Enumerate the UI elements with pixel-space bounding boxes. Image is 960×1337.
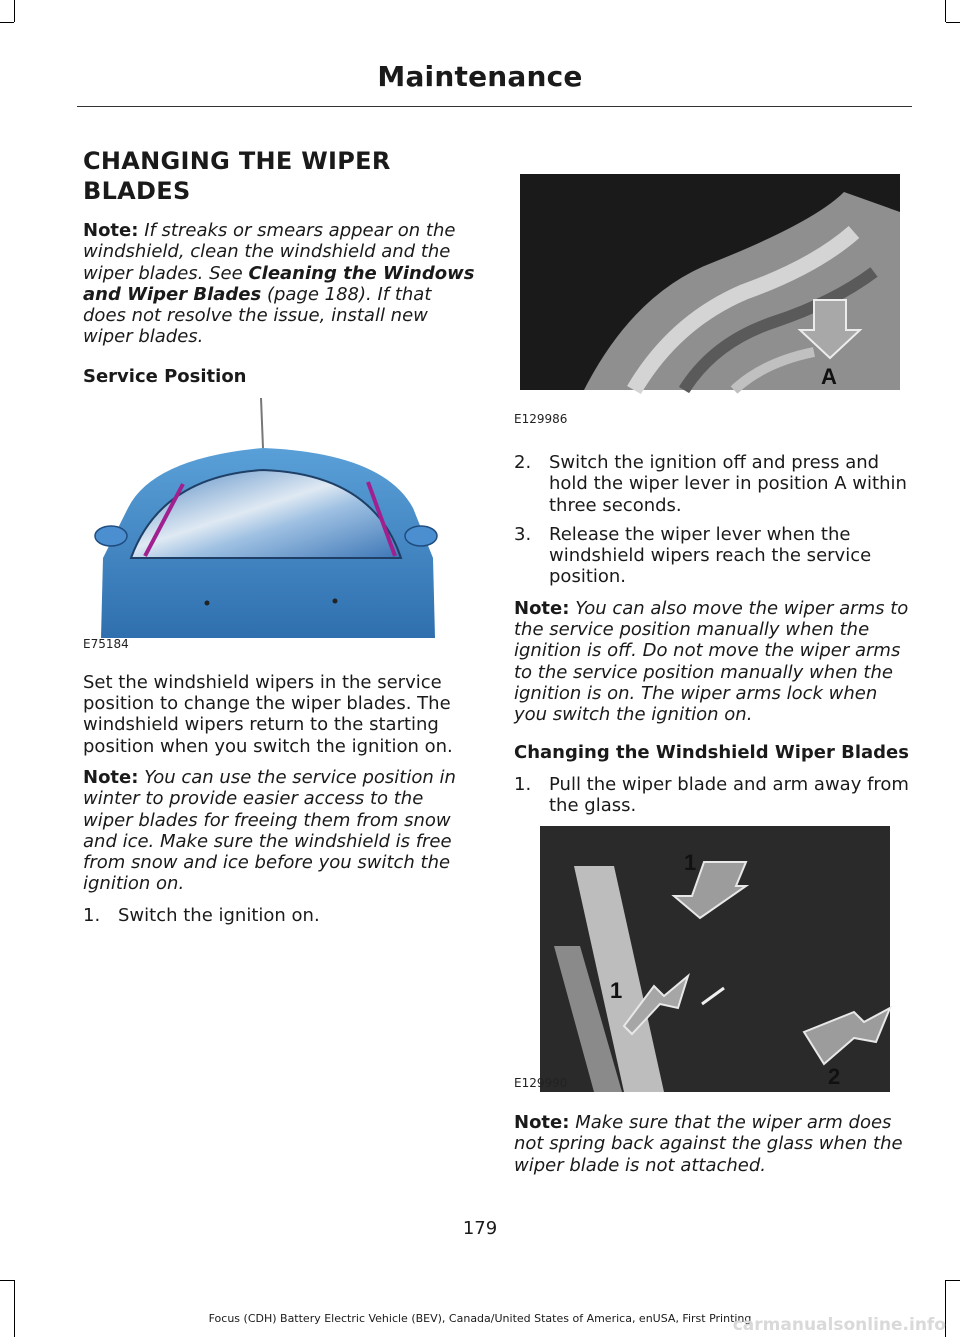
crop-mark xyxy=(0,22,14,23)
header-divider xyxy=(77,106,912,107)
note-text: Make sure that the wiper arm does not spring back against the glass when the wiper blade is not attached. xyxy=(514,1112,903,1176)
note-label: Note: xyxy=(514,1112,570,1134)
right-column xyxy=(514,172,914,1186)
footer-text: Focus (CDH) Battery Electric Vehicle (BEV), Canada/United States of America, enUSA, First Printing xyxy=(208,1312,752,1325)
list-item xyxy=(514,524,914,588)
note-text: If streaks or smears appear on the windshield, clean the windshield and the wiper blades. See xyxy=(83,220,456,284)
crop-mark xyxy=(946,22,960,23)
note-label: Note: xyxy=(83,220,139,241)
service-position-heading: Service Position xyxy=(83,365,247,387)
step-number: 1. xyxy=(83,904,101,926)
crop-mark xyxy=(14,0,15,22)
figure-code: E75184 xyxy=(83,637,129,652)
figure-code: E129990 xyxy=(514,1075,568,1090)
section-heading: CHANGING THE WIPER BLADES xyxy=(83,147,391,205)
crop-mark xyxy=(946,1280,960,1281)
note-text: You can use the service position in winter to provide easier access to the wiper blades for freeing them from snow and ice. Make sure the windshield is free from snow and ice before you switch the ignition on. xyxy=(83,766,456,895)
note-paragraph xyxy=(514,598,914,726)
note-text: (page 188). If that does not resolve the issue, install new wiper blades. xyxy=(83,283,432,348)
figure-wiper-removal xyxy=(514,826,914,1094)
callout-label: 2 xyxy=(828,1064,841,1090)
callout-label: 1 xyxy=(684,850,697,876)
step-text: Release the wiper lever when the windshield wipers reach the service position. xyxy=(549,523,872,588)
step-text: Switch the ignition off and press and hold the wiper lever in position A within three seconds. xyxy=(549,452,907,516)
note-paragraph xyxy=(514,1112,914,1176)
step-number: 2. xyxy=(514,452,532,473)
note-label: Note: xyxy=(83,766,139,788)
page-number: 179 xyxy=(462,1218,498,1239)
note-paragraph xyxy=(83,767,478,895)
wiper-removal-illustration xyxy=(514,826,914,1094)
cross-reference-link[interactable]: Cleaning the Windows and Wiper Blades xyxy=(83,262,475,305)
position-label: A xyxy=(821,364,837,389)
figure-wiper-lever xyxy=(514,172,914,430)
callout-label: 1 xyxy=(610,978,623,1004)
list-item xyxy=(83,905,478,926)
list-item xyxy=(514,452,914,516)
wiper-lever-illustration xyxy=(514,172,914,430)
crop-mark xyxy=(945,0,946,22)
left-column xyxy=(83,146,478,936)
step-list xyxy=(514,452,914,588)
list-item xyxy=(514,774,914,817)
watermark: carmanualsonline.info xyxy=(732,1315,946,1335)
note-label: Note: xyxy=(514,597,570,619)
note-text: You can also move the wiper arms to the service position manually when the ignition is off. Do not move the wiper arms to the service position manually when the ignition is on. The wiper arms lock when you switch the ignition on. xyxy=(514,597,909,726)
crop-mark xyxy=(0,1280,14,1281)
car-windshield-illustration xyxy=(83,398,478,656)
crop-mark xyxy=(14,1280,15,1337)
changing-blades-heading: Changing the Windshield Wiper Blades xyxy=(514,741,909,763)
step-number: 3. xyxy=(514,523,532,545)
page-header-title: Maintenance xyxy=(377,60,583,93)
step-number: 1. xyxy=(514,773,532,795)
figure-car-windshield xyxy=(83,398,478,656)
step-text: Pull the wiper blade and arm away from the glass. xyxy=(549,773,909,816)
figure-code: E129986 xyxy=(514,411,568,426)
step-text: Switch the ignition on. xyxy=(118,904,320,926)
body-paragraph: Set the windshield wipers in the service position to change the wiper blades. The windshield wipers return to the starting position when you switch the ignition on. xyxy=(83,671,453,757)
step-list xyxy=(514,774,914,817)
step-list xyxy=(83,905,478,926)
note-paragraph xyxy=(83,220,478,348)
